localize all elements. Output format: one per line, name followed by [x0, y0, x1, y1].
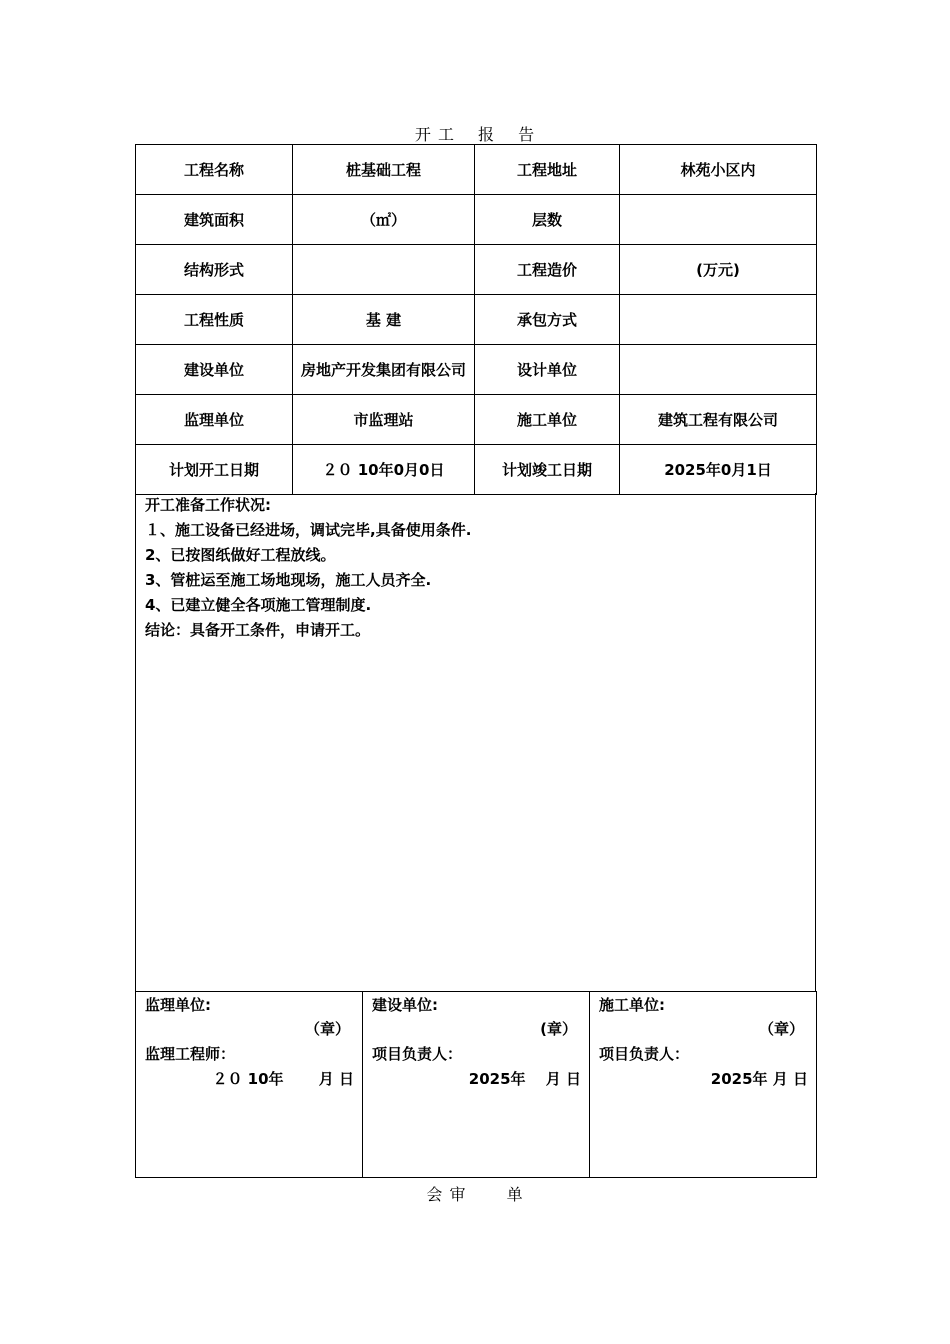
seal-label: （章）: [758, 1020, 804, 1038]
value-contractor-unit: 建筑工程有限公司: [620, 395, 817, 445]
label-design-unit: 设计单位: [475, 345, 620, 395]
signature-block-contractor: [590, 992, 817, 1178]
signature-person-label: 项目负责人：: [372, 1045, 463, 1063]
value-floors: [620, 195, 817, 245]
signature-unit-label: 建设单位:: [372, 996, 438, 1014]
value-structure-type: [293, 245, 475, 295]
label-project-nature: 工程性质: [136, 295, 293, 345]
label-project-cost: 工程造价: [475, 245, 620, 295]
signature-date: 2025年 月 日: [468, 1070, 581, 1088]
value-supervision-unit: 市监理站: [293, 395, 475, 445]
value-building-area: （㎡）: [293, 195, 475, 245]
seal-label: （章）: [304, 1020, 350, 1038]
signature-date: ２０ 10年 月 日: [212, 1070, 354, 1088]
table-row: [136, 395, 817, 445]
signature-unit-label: 施工单位:: [599, 996, 665, 1014]
seal-label: (章）: [540, 1020, 577, 1038]
label-floors: 层数: [475, 195, 620, 245]
label-project-name: 工程名称: [136, 145, 293, 195]
preparation-heading: 开工准备工作状况:: [145, 496, 271, 514]
signature-block-owner: [363, 992, 590, 1178]
preparation-item: 4、已建立健全各项施工管理制度.: [145, 596, 372, 614]
table-row: [136, 445, 817, 495]
preparation-item: １、施工设备已经进场，调试完毕,具备使用条件.: [145, 521, 472, 539]
value-project-nature: 基 建: [293, 295, 475, 345]
label-structure-type: 结构形式: [136, 245, 293, 295]
label-contractor-unit: 施工单位: [475, 395, 620, 445]
signature-person-label: 监理工程师：: [145, 1045, 236, 1063]
value-project-address: 林苑小区内: [620, 145, 817, 195]
value-planned-finish: 2025年0月1日: [620, 445, 817, 495]
signature-unit-label: 监理单位:: [145, 996, 211, 1014]
value-planned-start: ２０ 10年0月0日: [293, 445, 475, 495]
value-project-cost: (万元): [620, 245, 817, 295]
table-row: [136, 245, 817, 295]
preparation-section: [135, 493, 816, 992]
signature-date: 2025年 月 日: [710, 1070, 808, 1088]
label-supervision-unit: 监理单位: [136, 395, 293, 445]
label-project-address: 工程地址: [475, 145, 620, 195]
label-planned-start: 计划开工日期: [136, 445, 293, 495]
page-title: 开 工 报 告: [414, 125, 536, 144]
table-row: [136, 295, 817, 345]
value-design-unit: [620, 345, 817, 395]
label-planned-finish: 计划竣工日期: [475, 445, 620, 495]
signature-block-supervision: [136, 992, 363, 1178]
table-row: [136, 195, 817, 245]
preparation-item: 2、已按图纸做好工程放线。: [145, 546, 336, 564]
signature-table: [135, 991, 817, 1178]
label-contract-type: 承包方式: [475, 295, 620, 345]
label-construction-owner: 建设单位: [136, 345, 293, 395]
preparation-conclusion: 结论：具备开工条件，申请开工。: [145, 621, 371, 639]
value-contract-type: [620, 295, 817, 345]
label-building-area: 建筑面积: [136, 195, 293, 245]
table-row: [136, 345, 817, 395]
value-construction-owner: 房地产开发集团有限公司: [293, 345, 475, 395]
project-info-table: [135, 144, 817, 495]
footer-title: 会 审 单: [426, 1185, 524, 1204]
preparation-item: 3、管桩运至施工场地现场，施工人员齐全.: [145, 571, 432, 589]
signature-person-label: 项目负责人：: [599, 1045, 690, 1063]
table-row: [136, 145, 817, 195]
value-project-name: 桩基础工程: [293, 145, 475, 195]
